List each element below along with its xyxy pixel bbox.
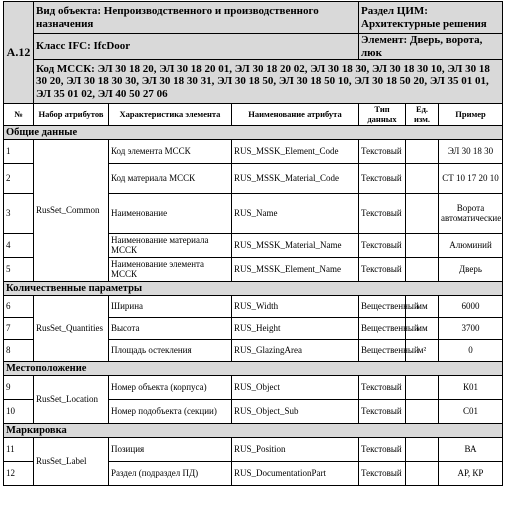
unit [406,164,439,194]
data-type: Текстовый [359,376,406,400]
example: Алюминий [439,234,503,258]
example: 0 [439,340,503,362]
col-example: Пример [439,104,503,126]
section-title: Количественные параметры [4,282,503,296]
characteristic: Наименование элемента МССК [109,258,232,282]
attribute-name: RUS_DocumentationPart [232,462,359,486]
unit [406,194,439,234]
characteristic: Позиция [109,438,232,462]
row-number: 10 [4,400,34,424]
data-type: Текстовый [359,438,406,462]
attribute-set: RusSet_Quantities [34,296,109,362]
data-type: Текстовый [359,194,406,234]
example: Дверь [439,258,503,282]
characteristic: Наименование материала МССК [109,234,232,258]
attribute-table [3,1,503,486]
characteristic: Номер подобъекта (секции) [109,400,232,424]
attribute-set: RusSet_Common [34,140,109,282]
characteristic: Код материала МССК [109,164,232,194]
attribute-name: RUS_GlazingArea [232,340,359,362]
row-number: 7 [4,318,34,340]
row-number: 8 [4,340,34,362]
data-type: Текстовый [359,462,406,486]
unit [406,400,439,424]
attribute-set: RusSet_Location [34,376,109,424]
cim-section: Раздел ЦИМ: Архитектурные решения [359,2,503,34]
example: Ворота автоматические [439,194,503,234]
attribute-set: RusSet_Label [34,438,109,486]
element-name: Элемент: Дверь, ворота, люк [359,34,503,60]
data-type: Вещественный [359,318,406,340]
row-number: 2 [4,164,34,194]
object-type: Вид объекта: Непроизводственного и производственного назначения [34,2,359,34]
data-type: Текстовый [359,258,406,282]
section-title: Общие данные [4,126,503,140]
attribute-name: RUS_MSSK_Element_Code [232,140,359,164]
col-num: № [4,104,34,126]
row-number: 9 [4,376,34,400]
data-type: Вещественный [359,340,406,362]
appendix-id: А.12 [4,2,34,104]
unit [406,234,439,258]
example: СТ 10 17 20 10 [439,164,503,194]
unit: мм [406,296,439,318]
mssk-codes: Код МССК: ЭЛ 30 18 20, ЭЛ 30 18 20 01, ЭЛ 30 18 20 02, ЭЛ 30 18 30, ЭЛ 30 18 30 10, ЭЛ 30 18 30 20, ЭЛ 30 18 30 30, ЭЛ 30 18 30 31, ЭЛ 30 18 50, ЭЛ 30 18 50 10, ЭЛ 30 18 50 20, ЭЛ 35 01 01, ЭЛ 35 01 02, ЭЛ 40 50 27 06 [34,60,503,104]
characteristic: Раздел (подраздел ПД) [109,462,232,486]
example: ВА [439,438,503,462]
data-type: Текстовый [359,400,406,424]
section-title: Местоположение [4,362,503,376]
characteristic: Наименование [109,194,232,234]
characteristic: Номер объекта (корпуса) [109,376,232,400]
unit: м² [406,340,439,362]
col-type: Тип данных [359,104,406,126]
data-type: Текстовый [359,234,406,258]
attribute-name: RUS_MSSK_Material_Name [232,234,359,258]
row-number: 5 [4,258,34,282]
characteristic: Код элемента МССК [109,140,232,164]
attribute-name: RUS_Height [232,318,359,340]
example: 3700 [439,318,503,340]
row-number: 1 [4,140,34,164]
ifc-class: Класс IFC: IfcDoor [34,34,359,60]
unit [406,140,439,164]
unit [406,438,439,462]
col-set: Набор атрибутов [34,104,109,126]
unit: мм [406,318,439,340]
unit [406,376,439,400]
attribute-name: RUS_Position [232,438,359,462]
attribute-name: RUS_Object [232,376,359,400]
col-unit: Ед. изм. [406,104,439,126]
row-number: 3 [4,194,34,234]
row-number: 11 [4,438,34,462]
example: ЭЛ 30 18 30 [439,140,503,164]
data-type: Текстовый [359,140,406,164]
attribute-name: RUS_Name [232,194,359,234]
characteristic: Ширина [109,296,232,318]
section-title: Маркировка [4,424,503,438]
unit [406,258,439,282]
col-attribute: Наименование атрибута [232,104,359,126]
example: К01 [439,376,503,400]
data-type: Вещественный [359,296,406,318]
characteristic: Площадь остекления [109,340,232,362]
attribute-name: RUS_Width [232,296,359,318]
row-number: 12 [4,462,34,486]
row-number: 4 [4,234,34,258]
row-number: 6 [4,296,34,318]
characteristic: Высота [109,318,232,340]
example: 6000 [439,296,503,318]
example: С01 [439,400,503,424]
attribute-name: RUS_MSSK_Element_Name [232,258,359,282]
unit [406,462,439,486]
attribute-name: RUS_MSSK_Material_Code [232,164,359,194]
attribute-name: RUS_Object_Sub [232,400,359,424]
col-characteristic: Характеристика элемента [109,104,232,126]
example: АР, КР [439,462,503,486]
data-type: Текстовый [359,164,406,194]
